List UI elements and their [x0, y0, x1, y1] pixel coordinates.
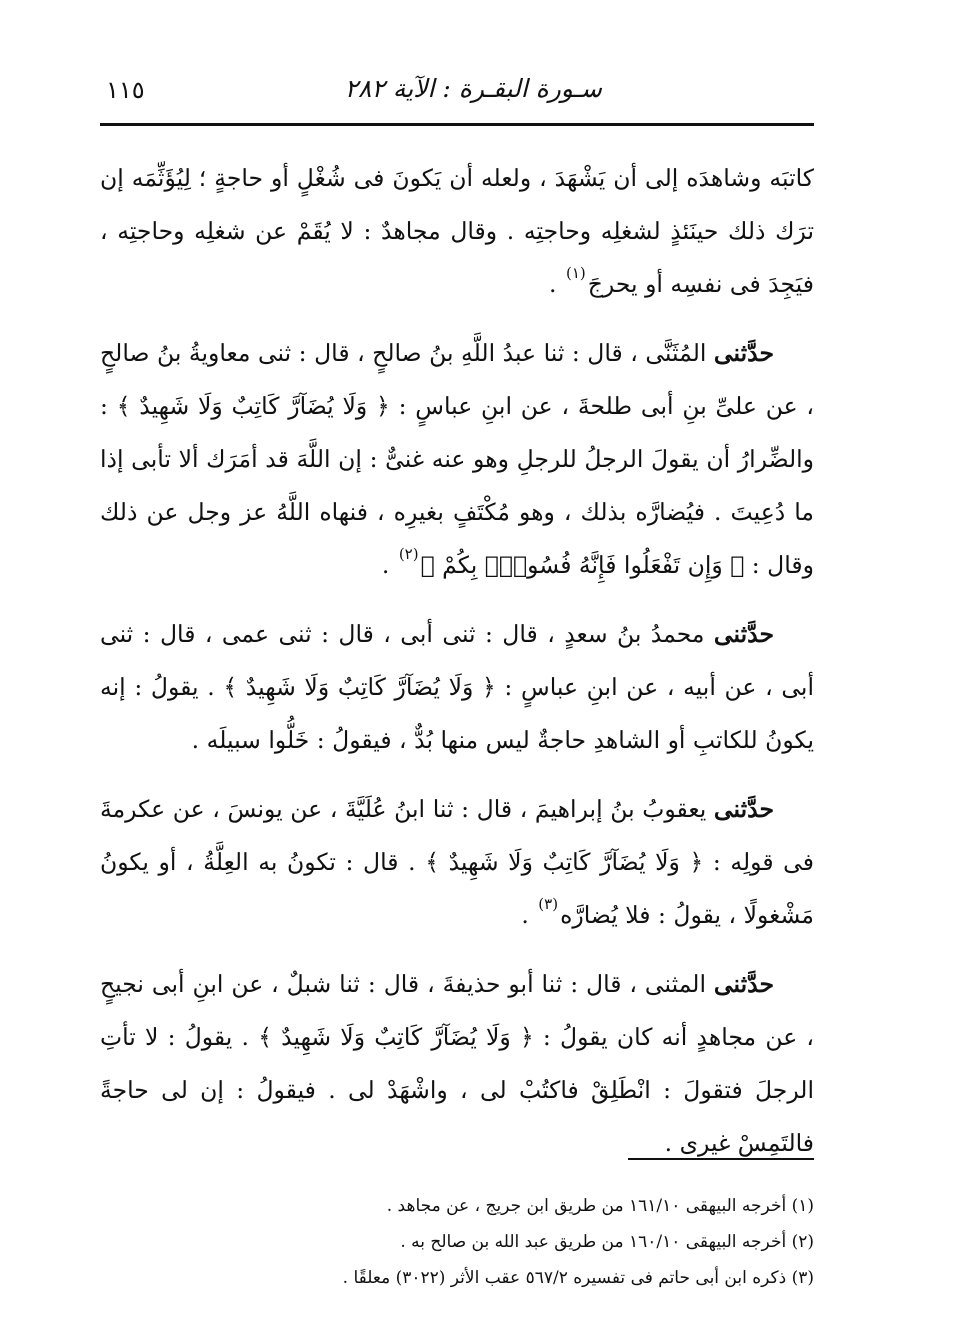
footnote-2: (٢) أخرجه البيهقى ١٦٠/١٠ من طريق عبد الله بن صالح به .	[400, 1232, 814, 1252]
quran-quote: ﴿ وَلَا يُضَآرَّ كَاتِبٌ وَلَا شَهِيدٌ ﴾	[425, 848, 704, 876]
footnotes	[100, 1188, 814, 1296]
isnad-lead: حدَّثنى	[713, 620, 774, 648]
paragraph-text: محمدُ بنُ سعدٍ ، قال : ثنى أبى ، قال : ثنى عمى ، قال : ثنى أبى ، عن أبيه ، عن ابنِ عباسٍ :	[100, 620, 815, 701]
running-header	[100, 74, 814, 114]
quran-quote: ﴿ وَلَا يُضَآرَّ كَاتِبٌ وَلَا شَهِيدٌ ﴾	[116, 392, 390, 420]
footnote-ref-1: (١)	[565, 264, 586, 282]
paragraph-4	[100, 783, 814, 942]
footnote-3: (٣) ذكره ابن أبى حاتم فى تفسيره ٥٦٧/٢ عقب الأثر (٣٠٢٢) معلقًا .	[342, 1268, 814, 1288]
footnote-ref-3: (٣)	[538, 895, 559, 913]
footnote-1: (١) أخرجه البيهقى ١٦١/١٠ من طريق ابن جريج ، عن مجاهد .	[386, 1196, 814, 1216]
paragraph-1	[100, 152, 814, 311]
paragraph-text: المُثَنَّى ، قال : ثنا عبدُ اللَّهِ بنُ صالحٍ ، قال : ثنى معاويةُ بنُ صالحٍ ، عن علىِّ بنِ أبى طلحةَ ، عن ابنِ عباسٍ :	[100, 339, 814, 420]
isnad-lead: حدَّثنى	[713, 795, 774, 823]
quran-quote: ﴿ وَلَا يُضَآرَّ كَاتِبٌ وَلَا شَهِيدٌ ﴾	[223, 673, 496, 701]
page-number: ١١٥	[106, 76, 145, 104]
paragraph-text: يعقوبُ بنُ إبراهيمَ ، قال : ثنا ابنُ عُلَيَّةَ ، عن يونسَ ، عن عكرمةَ فى قولِه :	[100, 795, 814, 876]
paragraph-end: .	[381, 551, 397, 579]
paragraph-text: المثنى ، قال : ثنا أبو حذيفةَ ، قال : ثنا شبلٌ ، عن ابنِ أبى نجيحٍ ، عن مجاهدٍ أنه كان يقولُ :	[100, 970, 815, 1051]
paragraph-end: .	[549, 270, 564, 298]
footnote-separator	[628, 1158, 814, 1160]
paragraph-text: كاتبَه وشاهدَه إلى أن يَشْهَدَ ، ولعله أن يَكونَ فى شُغْلٍ أو حاجةٍ ؛ لِيُؤَثِّمَه إن ترَك ذلك حينَئذٍ لشغلِه وحاجتِه . وقال مجاهدٌ : لا يُقَمْ عن شغلِه وحاجتِه ، فيَجِدَ فى نفسِه أو يحرجَ	[100, 164, 814, 298]
isnad-lead: حدَّثنى	[713, 970, 774, 998]
paragraph-text: . قال : تكونُ به العِلَّةُ ، أو يكونُ مَشْغولًا ، يقولُ : فلا يُضارَّه	[100, 848, 814, 929]
paragraph-2	[100, 327, 814, 592]
paragraph-5	[100, 958, 814, 1170]
header-title: سـورة البقـرة : الآية ٢٨٢	[344, 74, 602, 103]
paragraph-text: . يقولُ : إنه يكونُ للكاتبِ أو الشاهدِ حاجةٌ ليس منها بُدٌّ ، فيقولُ : خَلُّوا سبيلَه .	[100, 673, 814, 754]
quran-quote: ﴿ وَلَا يُضَآرَّ كَاتِبٌ وَلَا شَهِيدٌ ﴾	[258, 1023, 534, 1051]
header-rule	[100, 123, 814, 126]
paragraph-end: .	[521, 901, 537, 929]
main-text	[100, 152, 814, 1186]
paragraph-3	[100, 608, 814, 767]
isnad-lead: حدَّثنى	[713, 339, 774, 367]
paragraph-text: : والضِّرارُ أن يقولَ الرجلُ للرجلِ وهو عنه غنىٌّ : إن اللَّهَ قد أمَرَك ألا تأبى إذا ما دُعِيتَ . فيُضارَّه بذلك ، وهو مُكْتَفٍ بغيرِه ، فنهاه اللَّهُ عز وجل عن ذلك وقال :	[100, 392, 814, 579]
footnote-ref-2: (٢)	[398, 545, 419, 563]
paragraph-text: . يقولُ : لا تأتِ الرجلَ فتقولَ : انْطَلِقْ فاكتُبْ لى ، واشْهَدْ لى . فيقولُ : إن لى حاجةً فالتَمِسْ غيرى .	[100, 1023, 814, 1157]
quran-quote: ﴿ وَإِن تَفْعَلُوا فَإِنَّهُ فُسُوقٌۢ بِكُمْ ﴾	[420, 551, 745, 579]
